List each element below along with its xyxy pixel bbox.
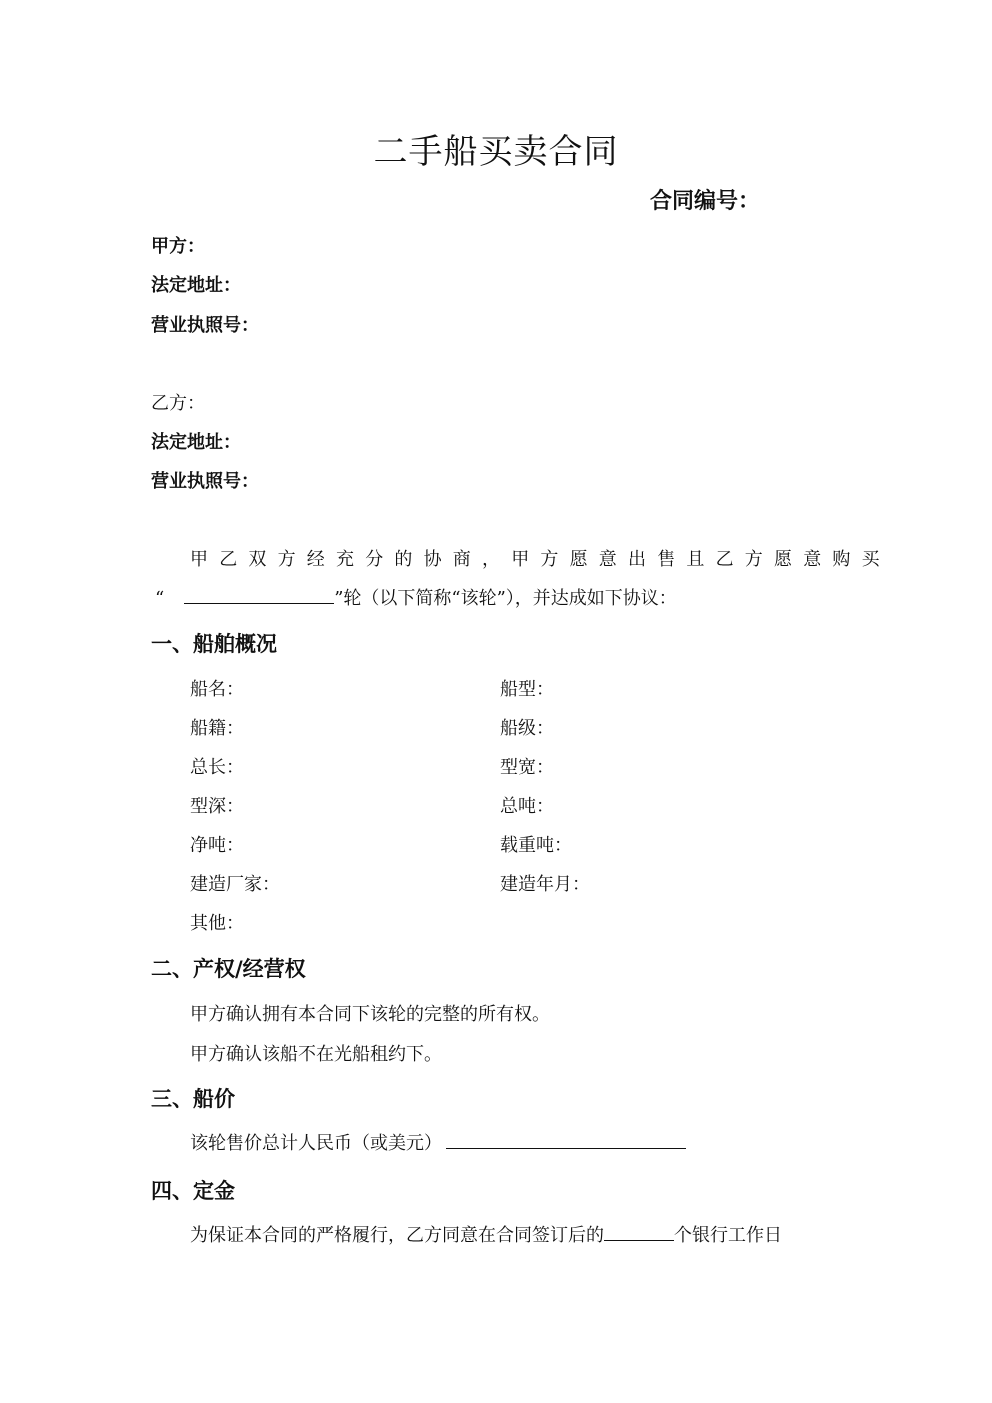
intro-line-2-rest: ”轮（以下简称“该轮”），并达成如下协议： (334, 588, 677, 609)
section-3-heading: 三、船价 (151, 1086, 235, 1111)
ship-name-blank (184, 585, 334, 604)
field-deadweight: 载重吨： (500, 835, 572, 856)
field-length: 总长： (190, 757, 244, 778)
party-a-name-label: 甲方： (151, 236, 205, 257)
intro-line-1: 甲乙双方经充分的协商，甲方愿意出售且乙方愿意购买 (190, 549, 891, 570)
party-a-license-label: 营业执照号： (151, 315, 259, 336)
price-blank (446, 1130, 686, 1149)
field-breadth: 型宽： (500, 757, 554, 778)
contract-number-label: 合同编号： (650, 188, 761, 214)
deposit-text-a: 为保证本合同的严格履行，乙方同意在合同签订后的 (190, 1225, 604, 1246)
intro-line-2 (155, 584, 677, 610)
field-registry: 船籍： (190, 718, 244, 739)
field-net-tonnage: 净吨： (190, 835, 244, 856)
field-gross-tonnage: 总吨： (500, 796, 554, 817)
field-build-date: 建造年月： (500, 874, 590, 895)
section-2-line-2: 甲方确认该船不在光船租约下。 (190, 1044, 442, 1065)
document-title: 二手船买卖合同 (373, 132, 619, 172)
party-b-license-label: 营业执照号： (151, 471, 259, 492)
section-2-line-1: 甲方确认拥有本合同下该轮的完整的所有权。 (190, 1004, 550, 1025)
field-depth: 型深： (190, 796, 244, 817)
price-label: 该轮售价总计人民币（或美元） (190, 1133, 442, 1154)
field-class: 船级： (500, 718, 554, 739)
party-b-name-label: 乙方： (151, 393, 205, 414)
section-3-price-line (190, 1129, 686, 1155)
party-b-address-label: 法定地址： (151, 432, 241, 453)
section-1-heading: 一、船舶概况 (151, 631, 277, 656)
section-4-deposit-line (190, 1221, 782, 1247)
deposit-text-b: 个银行工作日 (674, 1225, 782, 1246)
field-builder: 建造厂家： (190, 874, 280, 895)
field-ship-name: 船名： (190, 679, 244, 700)
days-blank (604, 1222, 674, 1241)
field-ship-type: 船型： (500, 679, 554, 700)
section-2-heading: 二、产权/经营权 (151, 956, 306, 981)
field-other: 其他： (190, 913, 244, 934)
party-a-address-label: 法定地址： (151, 275, 241, 296)
section-4-heading: 四、定金 (151, 1178, 235, 1203)
open-quote: “ (155, 588, 165, 609)
